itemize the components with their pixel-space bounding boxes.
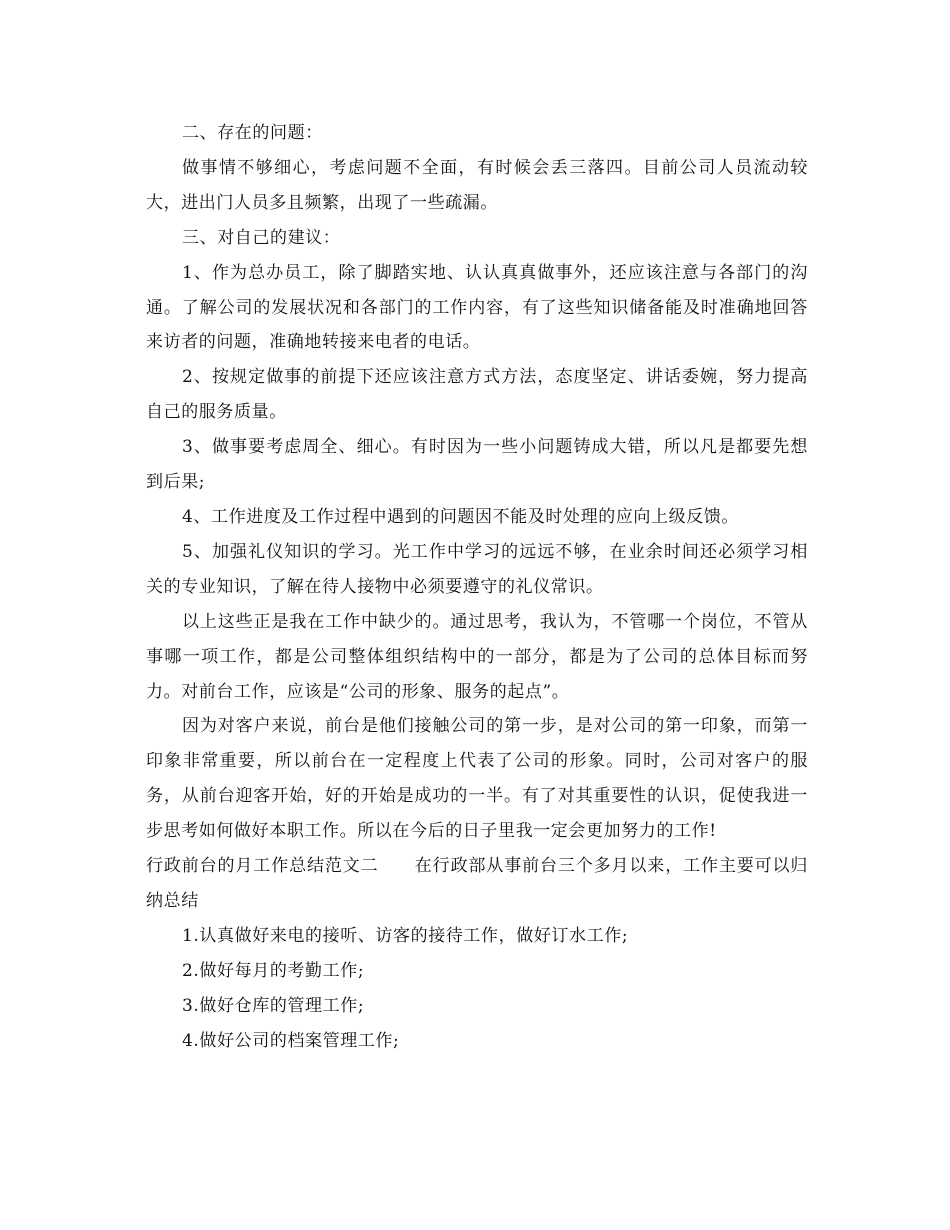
section-intro: 在行政部从事前台三个多月以来，工作主要可以归纳总结 (146, 856, 808, 911)
section-heading-problems: 二、存在的问题： (182, 123, 323, 143)
list-item: 2.做好每月的考勤工作; (182, 960, 365, 981)
suggestion-item: 2、按规定做事的前提下还应该注意方式方法，态度坚定、讲话委婉，努力提高自己的服务质量。 (146, 367, 808, 423)
document-body (146, 116, 808, 1058)
suggestion-item: 5、加强礼仪知识的学习。光工作中学习的远远不够，在业余时间还必须学习相关的专业知识，了解在待人接物中必须要遵守的礼仪常识。 (146, 541, 808, 597)
suggestion-item: 3、做事要考虑周全、细心。有时因为一些小问题铸成大错，所以凡是都要先想到后果; (146, 437, 808, 493)
paragraph: 以上这些正是我在工作中缺少的。通过思考，我认为，不管哪一个岗位，不管从事哪一项工作，都是公司整体组织结构中的一部分，都是为了公司的总体目标而努力。对前台工作，应该是“公司的形象、服务的起点”。 (146, 611, 808, 702)
section-two-paragraph (146, 849, 808, 919)
paragraph: 因为对客户来说，前台是他们接触公司的第一步，是对公司的第一印象，而第一印象非常重要，所以前台在一定程度上代表了公司的形象。同时，公司对客户的服务，从前台迎客开始，好的开始是成功的一半。有了对其重要性的认识，促使我进一步思考如何做好本职工作。所以在今后的日子里我一定会更加努力的工作! (146, 716, 808, 842)
suggestion-item: 1、作为总办员工，除了脚踏实地、认认真真做事外，还应该注意与各部门的沟通。了解公司的发展状况和各部门的工作内容，有了这些知识储备能及时准确地回答来访者的问题，准确地转接来电者的电话。 (146, 262, 808, 353)
list-item: 1.认真做好来电的接听、访客的接待工作，做好订水工作; (182, 925, 629, 946)
section-heading: 行政前台的月工作总结范文二 (146, 856, 379, 877)
list-item: 4.做好公司的档案管理工作; (182, 1030, 400, 1051)
section-heading-suggestions: 三、对自己的建议： (182, 227, 341, 248)
list-item: 3.做好仓库的管理工作; (182, 995, 365, 1016)
suggestion-item: 4、工作进度及工作过程中遇到的问题因不能及时处理的应向上级反馈。 (182, 506, 740, 527)
paragraph: 做事情不够细心，考虑问题不全面，有时候会丢三落四。目前公司人员流动较大，进出门人员多且频繁，出现了一些疏漏。 (146, 157, 808, 213)
